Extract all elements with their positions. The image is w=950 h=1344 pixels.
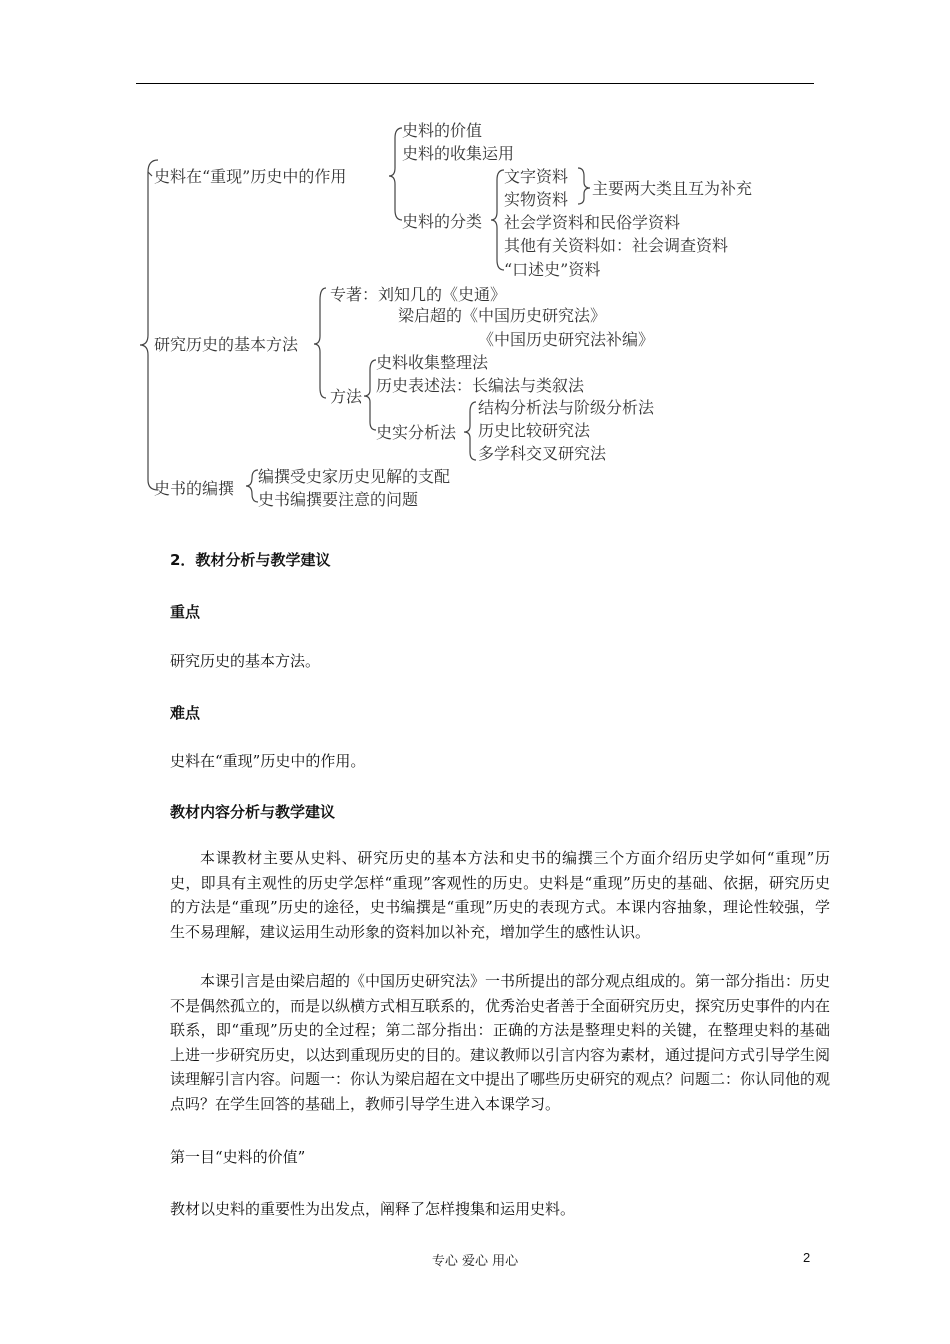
branch3-brace	[246, 470, 258, 502]
main-brace	[140, 160, 158, 490]
sub-heading: 第一目“史料的价值”	[170, 1148, 306, 1166]
knowledge-structure-diagram	[140, 110, 780, 515]
page-number: 2	[803, 1250, 811, 1265]
classification-sub4: 其他有关资料如：社会调查资料	[504, 236, 729, 255]
works-line2: 梁启超的《中国历史研究法》	[398, 306, 607, 325]
branch1-brace	[389, 128, 402, 220]
method3-label: 史实分析法	[376, 423, 457, 442]
branch3-item1: 编撰受史家历史见解的支配	[258, 467, 451, 486]
paragraph-2: 本课引言是由梁启超的《中国历史研究法》一书所提出的部分观点组成的。第一部分指出：历史不是偶然孤立的，而是以纵横方式相互联系的，优秀治史者善于全面研究历史，探究历史事件的内在联系，即“重现”历史的全过程；第二部分指出：正确的方法是整理史料的关键，在整理史料的基础上进一步研究历史，以达到重现历史的目的。建议教师以引言内容为素材，通过提问方式引导学生阅读理解引言内容。问题一：你认为梁启超在文中提出了哪些历史研究的观点？问题二：你认同他的观点吗？在学生回答的基础上，教师引导学生进入本课学习。	[170, 972, 831, 1113]
analysis-sub2: 历史比较研究法	[478, 421, 591, 440]
branch3-label: 史书的编撰	[154, 479, 235, 498]
key-point-heading: 重点	[170, 603, 201, 621]
analysis-sub3: 多学科交叉研究法	[478, 444, 607, 463]
classification-sub1: 文字资料	[504, 167, 569, 186]
paragraph-3: 教材以史料的重要性为出发点，阐释了怎样搜集和运用史料。	[170, 1200, 576, 1218]
branch1-item2: 史料的收集运用	[402, 144, 515, 163]
header-rule	[136, 83, 814, 84]
branch3-item2: 史书编撰要注意的问题	[258, 490, 419, 509]
footer-motto: 专心 爱心 用心	[431, 1254, 519, 1269]
classification-sub3: 社会学资料和民俗学资料	[504, 213, 681, 232]
main-brace-tick1	[148, 172, 152, 176]
branch1-item1: 史料的价值	[402, 121, 483, 140]
classification-brace	[491, 170, 504, 270]
classification-label: 史料的分类	[402, 212, 483, 231]
analysis-heading: 教材内容分析与教学建议	[170, 803, 336, 821]
classification-sub2: 实物资料	[504, 190, 569, 209]
classification-sub12-note: 主要两大类且互为补充	[592, 179, 753, 198]
section-heading: 2．教材分析与教学建议	[170, 551, 331, 569]
analysis-sub1: 结构分析法与阶级分析法	[478, 398, 655, 417]
classification-sub5: “口述史”资料	[504, 260, 601, 279]
works-line3: 《中国历史研究法补编》	[478, 330, 655, 349]
methods-label: 方法	[330, 387, 363, 406]
method1: 史料收集整理法	[376, 353, 489, 372]
branch2-brace	[314, 288, 326, 398]
works-line1: 专著：刘知几的《史通》	[330, 285, 507, 304]
sub12-brace	[578, 168, 590, 204]
method2: 历史表述法：长编法与类叙法	[376, 376, 585, 395]
key-point-text: 研究历史的基本方法。	[170, 652, 321, 670]
branch2-label: 研究历史的基本方法	[154, 335, 299, 354]
paragraph-1: 本课教材主要从史料、研究历史的基本方法和史书的编撰三个方面介绍历史学如何“重现”历史，即具有主观性的历史学怎样“重现”客观性的历史。史料是“重现”历史的基础、依据，研究历史的方法是“重现”历史的途径，史书编撰是“重现”历史的表现方式。本课内容抽象，理论性较强，学生不易理解，建议运用生动形象的资料加以补充，增加学生的感性认识。	[170, 849, 830, 941]
difficult-point-text: 史料在“重现”历史中的作用。	[170, 752, 366, 770]
methods-brace	[364, 360, 376, 430]
analysis-brace	[464, 402, 476, 460]
branch1-label: 史料在“重现”历史中的作用	[154, 167, 347, 186]
difficult-point-heading: 难点	[170, 704, 201, 722]
